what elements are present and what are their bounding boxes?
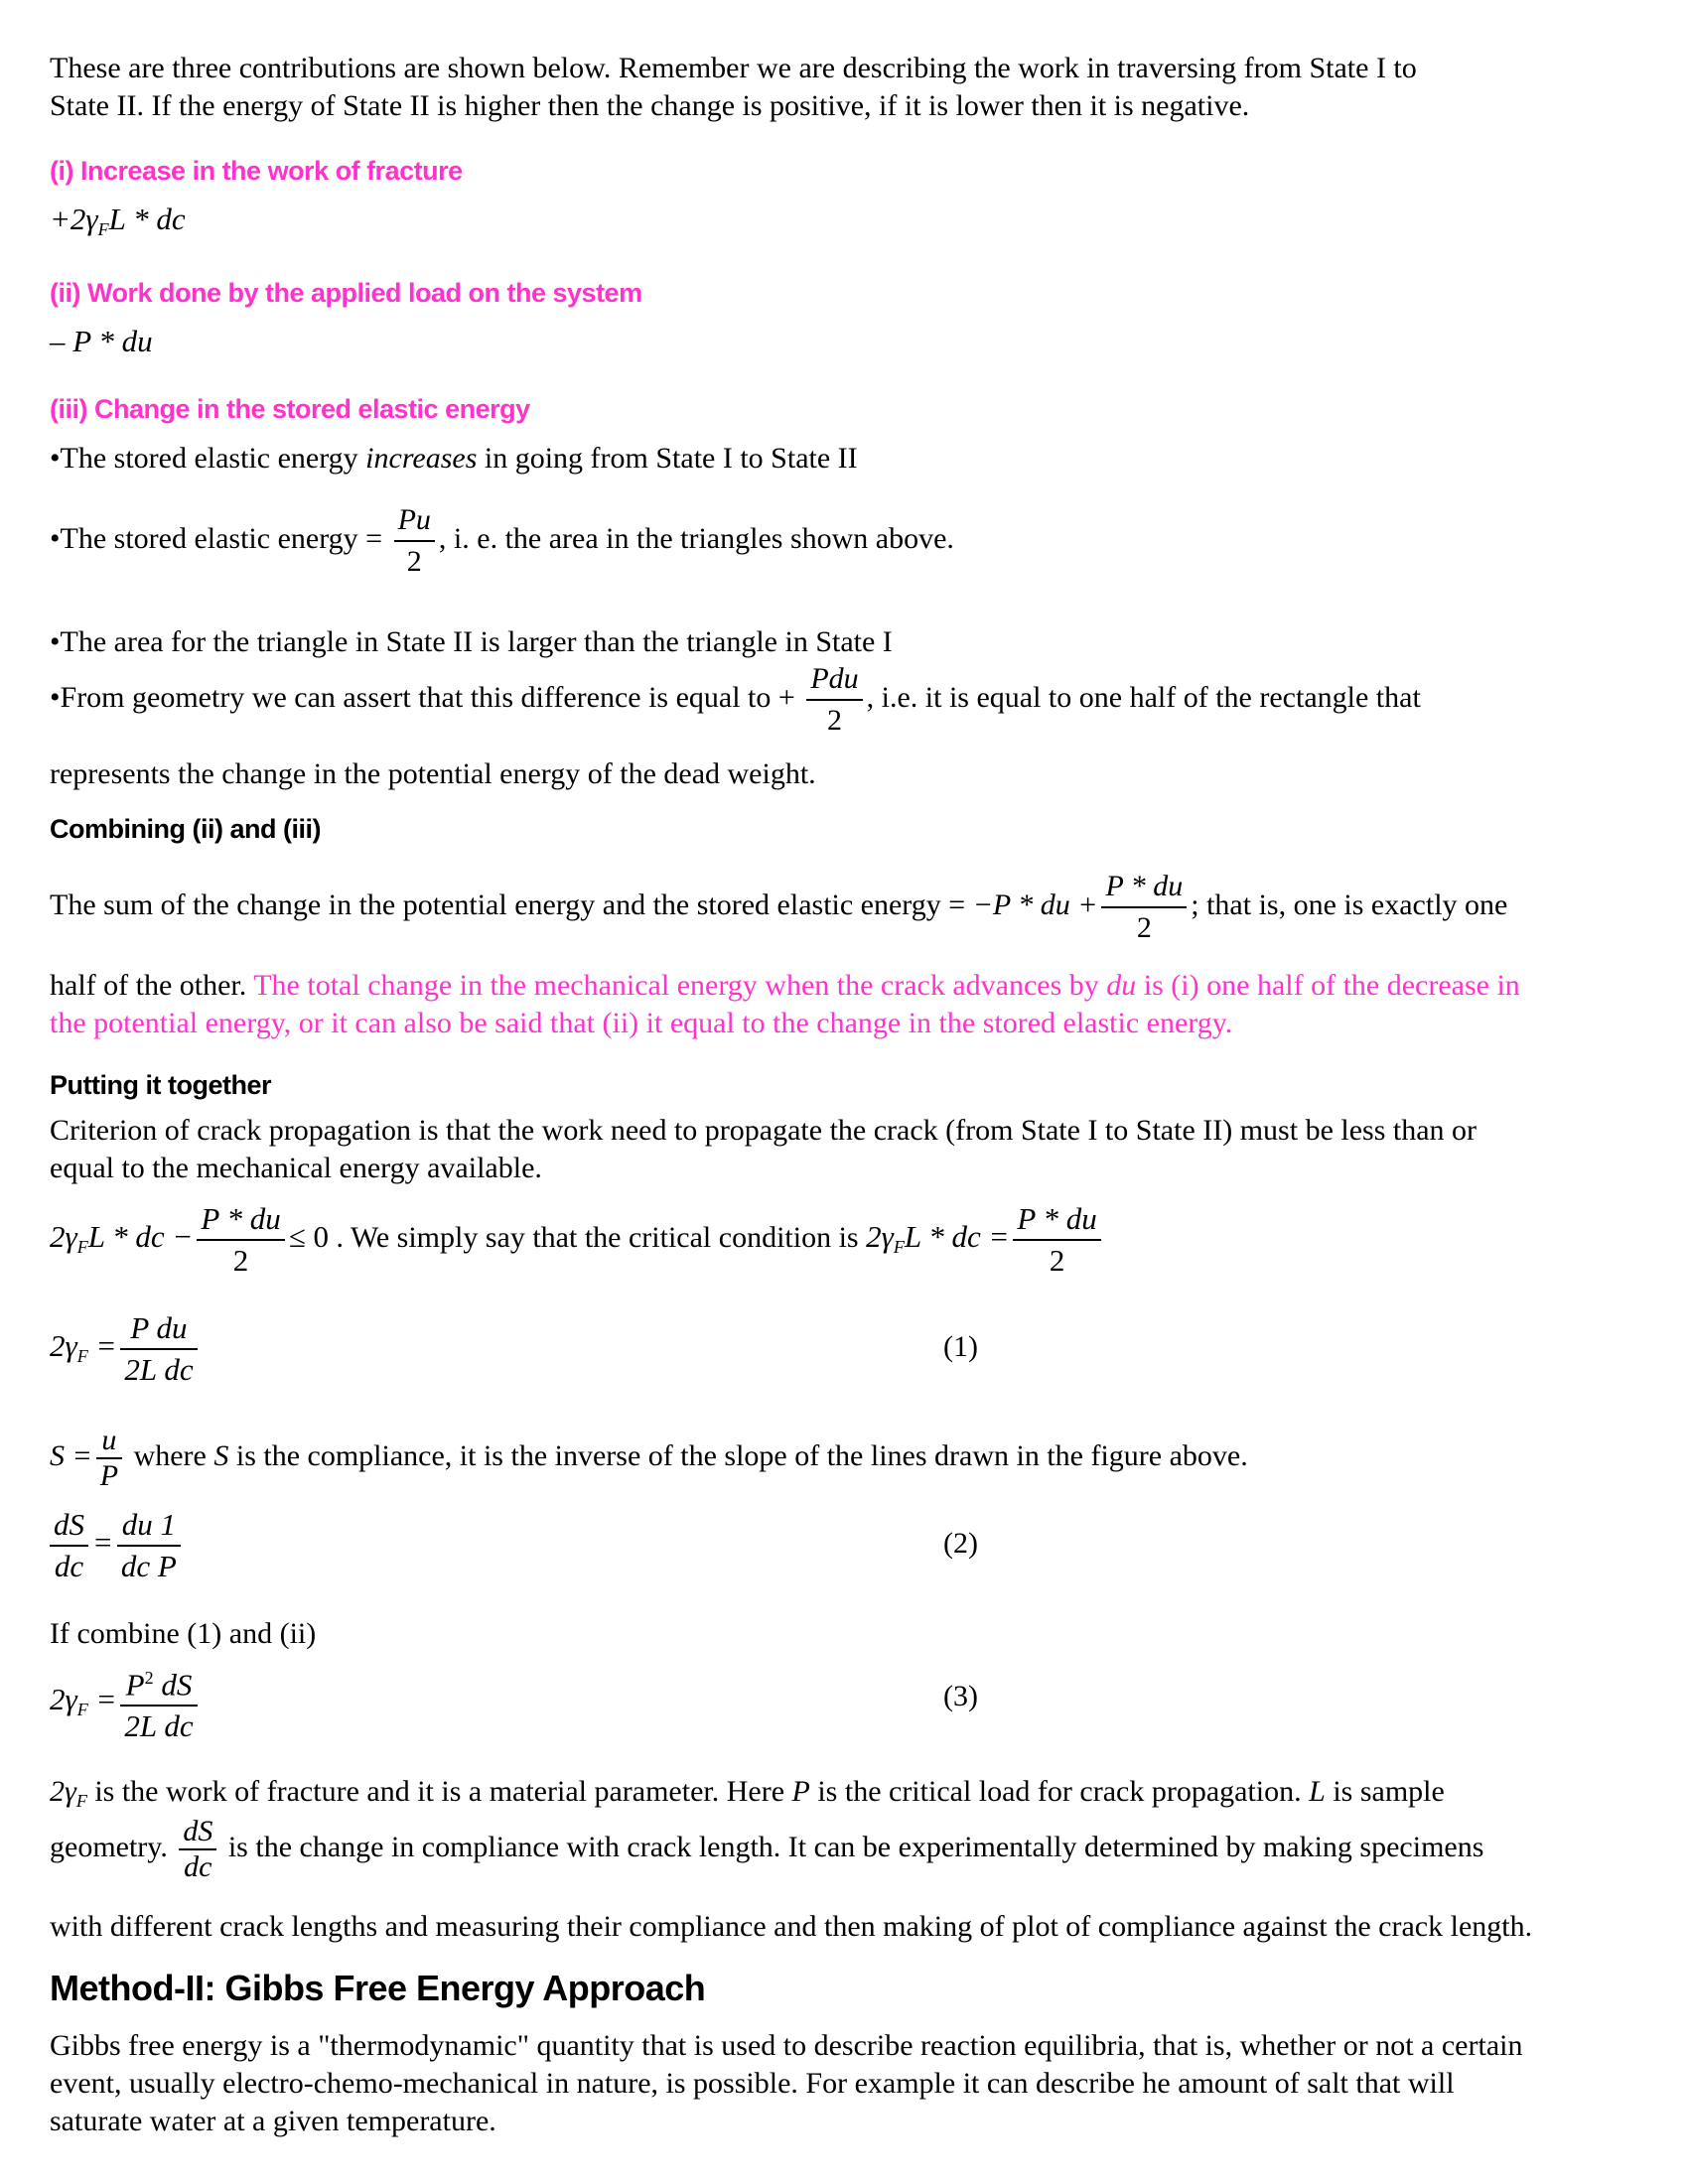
critical-condition-line: $2\gamma_FL$ * dc − $\frac{P * du}{2}$ ≤ 0 . We simply say that the critical condition is $2\gamma_FL$ * dc = $\frac{P * du}{2}$ [50, 1199, 1105, 1281]
bullet-geometry-cont: represents the change in the potential energy of the dead weight. [50, 757, 816, 790]
expr-work-applied-load: – P * du [50, 324, 153, 358]
fraction-critical: $\frac{P * du}{2}$ [1013, 1199, 1100, 1281]
combining-sum-line: The sum of the change in the potential energy and the stored elastic energy = −P * du + $\frac{P * du}{2}$ ; that is, one is exactly one [50, 867, 1507, 948]
compliance-definition: S = $\frac{u}{P}$ where S is the compliance, it is the inverse of the slope of the lines drawn in the figure above. [50, 1424, 1248, 1492]
equation-2: $\frac{dS}{dc}$ = $\frac{du 1}{\text{dc P}}$ (2) [50, 1505, 1043, 1586]
explanation-line-1: $2\gamma_F$ is the work of fracture and it is a material parameter. Here P is the critical load for crack propagation. L is sample [50, 1775, 1445, 1811]
fraction-pdu-over-2-combining: $\frac{P * du}{2}$ [1101, 867, 1187, 948]
method-2-paragraph: Gibbs free energy is a "thermodynamic" quantity that is used to describe reaction equilibria, that is, whether or not a certain event, usually electro-chemo-mechanical in nature, is possible. For example it can describe he amount of salt that will saturate water at a given temperature. [50, 2029, 1523, 2137]
combine-line: If combine (1) and (ii) [50, 1617, 317, 1650]
expr-work-of-fracture: $+2\gamma_FL$ * dc [50, 202, 186, 239]
bullet-stored-energy-formula: •The stored elastic energy = $\frac{Pu}{2}$ , i. e. the area in the triangles shown above. [50, 500, 954, 582]
intro-paragraph [50, 50, 1417, 125]
explanation-line-2: geometry. $\frac{dS}{dc}$ is the change in compliance with crack length. It can be experimentally determined by making specimens [50, 1815, 1484, 1883]
bullet-geometry: •From geometry we can assert that this difference is equal to + $\frac{\text{Pdu}}{2}$ , i.e. it is equal to one half of the rectangle that [50, 659, 1421, 741]
heading-method-2: Method-II: Gibbs Free Energy Approach [50, 1968, 706, 2008]
heading-combining: Combining (ii) and (iii) [50, 814, 321, 844]
heading-stored-elastic-energy: (iii) Change in the stored elastic energy [50, 394, 530, 424]
equation-1: $2\gamma_F$ = $\frac{\text{P du}}{\text{2L dc}}$ (1) [50, 1310, 978, 1387]
equation-2-number: (2) [943, 1527, 978, 1560]
heading-work-of-fracture: (i) Increase in the work of fracture [50, 156, 463, 186]
heading-putting-together: Putting it together [50, 1070, 271, 1100]
equation-3-number: (3) [943, 1680, 978, 1712]
equation-1-number: (1) [943, 1330, 978, 1363]
fraction-pu-over-2: $\frac{Pu}{2}$ [394, 500, 435, 582]
fraction-pdu-over-2: $\frac{\text{Pdu}}{2}$ [806, 659, 862, 741]
criterion-paragraph: Criterion of crack propagation is that the work need to propagate the crack (from State I to State II) must be less than or equal to the mechanical energy available. [50, 1114, 1477, 1184]
intro-line-1: These are three contributions are shown below. Remember we are describing the work in traversing from State I to [50, 52, 1417, 84]
explanation-line-3: with different crack lengths and measuring their compliance and then making of plot of compliance against the crack length. [50, 1910, 1533, 1943]
fraction-condition: $\frac{P * du}{2}$ [197, 1199, 284, 1281]
heading-work-applied-load: (ii) Work done by the applied load on the system [50, 278, 642, 308]
bullet-triangle-area: •The area for the triangle in State II is larger than the triangle in State I [50, 625, 893, 658]
equation-3: $2\gamma_F$ = $\frac{P^2 dS}{\text{2L dc}}$ (3) [50, 1658, 1043, 1746]
bullet-increases: •The stored elastic energy increases in going from State I to State II [50, 442, 858, 475]
intro-line-2: State II. If the energy of State II is higher then the change is positive, if it is lower then it is negative. [50, 89, 1250, 122]
combining-conclusion: half of the other. The total change in the mechanical energy when the crack advances by du is (i) one half of the decrease in the potential energy, or it can also be said that (ii) it equal to the change in the stored elastic energy. [50, 969, 1520, 1039]
